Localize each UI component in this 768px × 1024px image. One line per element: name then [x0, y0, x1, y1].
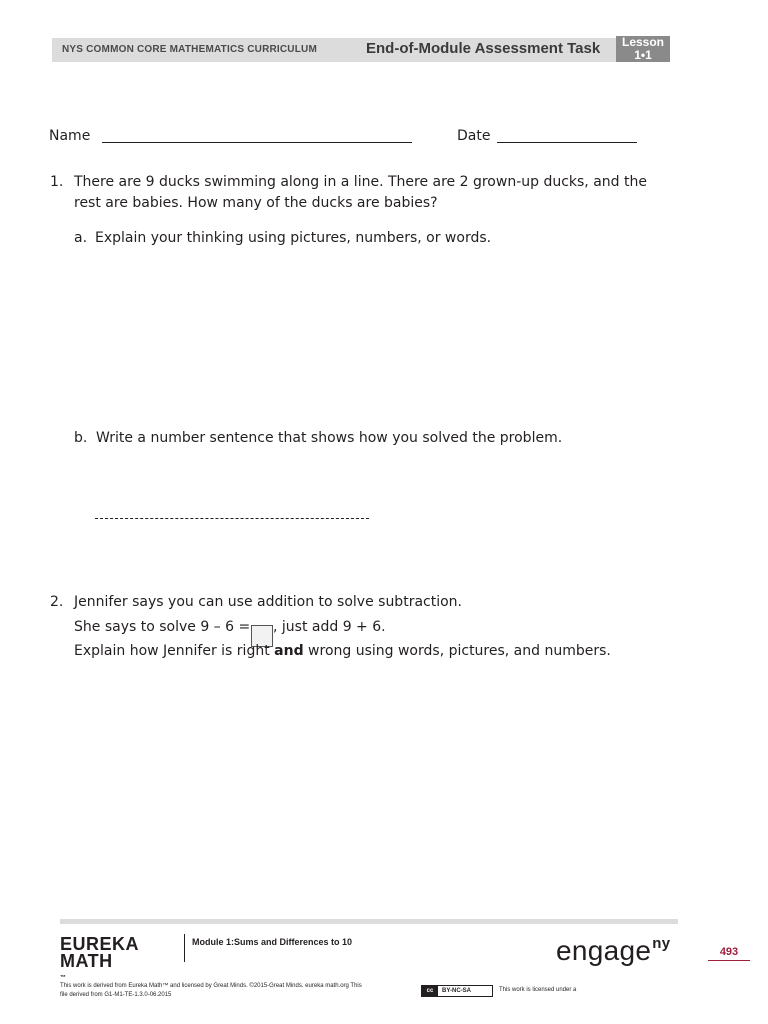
cc-badge-label: BY-NC-SA — [442, 988, 472, 994]
eureka-logo-line1: EUREKA — [60, 934, 140, 954]
cc-license-badge[interactable] — [421, 985, 493, 997]
q2-line2-start: She says to solve 9 – 6 = — [74, 619, 251, 635]
assessment-title: End-of-Module Assessment Task — [366, 40, 601, 57]
curriculum-label: NYS COMMON CORE MATHEMATICS CURRICULUM — [62, 44, 317, 55]
lesson-badge — [616, 36, 670, 62]
q2-line1: Jennifer says you can use addition to solve subtraction. — [74, 594, 462, 610]
q1-line2: rest are babies. How many of the ducks are babies? — [74, 195, 438, 211]
lesson-word: Lesson — [621, 36, 664, 49]
module-title: Module 1:Sums and Differences to 10 — [192, 937, 353, 947]
q1b-answer-line[interactable] — [95, 518, 369, 519]
q1-number: 1. — [50, 174, 64, 190]
footer-divider — [184, 934, 185, 962]
lesson-code: 1•1 — [634, 48, 652, 62]
creative-commons-icon: cc — [422, 986, 438, 996]
name-label: Name — [49, 128, 91, 144]
q1b-label: b. — [74, 430, 88, 446]
q2-line3-start: Explain how Jennifer is right — [74, 643, 275, 659]
q1b-text: Write a number sentence that shows how you solved the problem. — [96, 430, 563, 446]
q2-line3-end: wrong using words, pictures, and numbers. — [303, 643, 611, 659]
q1a-label: a. — [74, 230, 88, 246]
q1a-answer-area[interactable] — [74, 258, 674, 418]
name-field[interactable] — [102, 142, 412, 143]
engageny-logo-text: engage — [556, 935, 652, 966]
credit-text: This work is derived from Eureka Math™ and licensed by Great Minds. ©2015-Great Minds. eureka math.org This file derived from G1-M1-TE-1.3.0-06.2015 — [60, 983, 362, 998]
eureka-math-logo — [60, 936, 139, 987]
q2-line3-emphasis: and — [274, 643, 304, 659]
engageny-logo — [556, 935, 670, 967]
q1a-text: Explain your thinking using pictures, numbers, or words. — [95, 230, 492, 246]
footer-rule — [60, 919, 678, 924]
q2-line2-end: , just add 9 + 6. — [273, 619, 386, 635]
page-number: 493 — [708, 946, 750, 961]
license-text: This work is licensed under a — [499, 987, 577, 993]
engageny-logo-sup: ny — [652, 935, 671, 952]
q1-line1: There are 9 ducks swimming along in a line. There are 2 grown-up ducks, and the — [74, 174, 647, 190]
eureka-logo-tm: ™ — [60, 975, 67, 981]
q2-answer-area[interactable] — [74, 670, 674, 900]
eureka-logo-math: MATH — [60, 951, 113, 971]
q2-line3 — [74, 643, 611, 659]
date-field[interactable] — [497, 142, 637, 143]
q2-number: 2. — [50, 594, 64, 610]
date-label: Date — [457, 128, 491, 144]
